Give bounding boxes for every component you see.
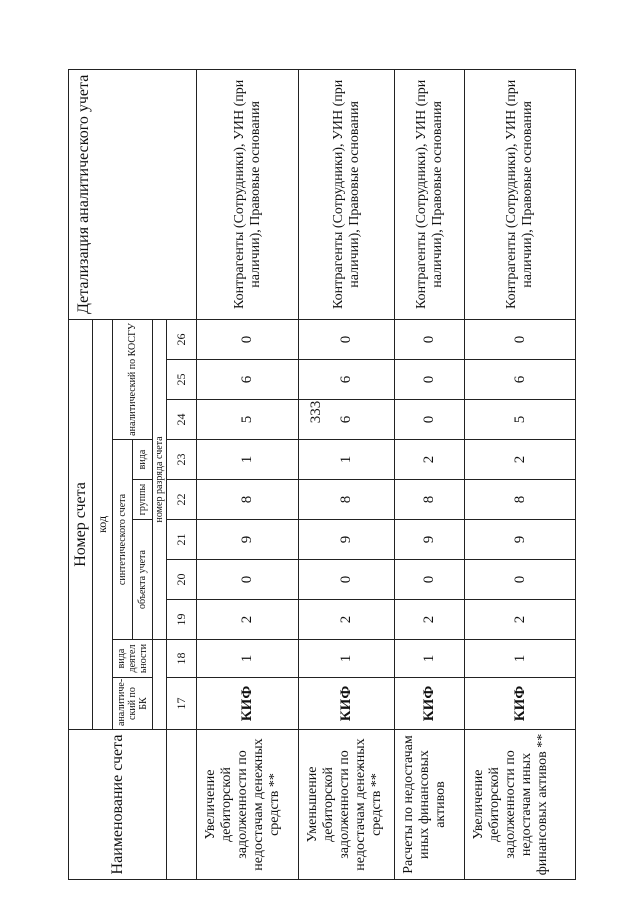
header-kind: вида — [133, 440, 153, 480]
digit-number-cell: 26 — [167, 319, 197, 359]
header-account-object: объекта учета — [133, 520, 153, 640]
row-digit: 2 — [299, 600, 395, 640]
row-digit: 2 — [395, 440, 465, 480]
row-digit: 5 — [197, 400, 299, 440]
row-digit: 2 — [465, 600, 576, 640]
digit-number-cell: 19 — [167, 600, 197, 640]
row-digit: 6 — [299, 360, 395, 400]
table-row — [395, 69, 465, 879]
row-name: Увеличение дебиторской задолженности по недостачам иных финансовых активов ** — [465, 730, 576, 880]
row-code: КИФ — [395, 678, 465, 730]
header-analytical-bk: аналитический по БК — [113, 678, 153, 730]
header-name: Наименование счета — [69, 730, 167, 880]
row-digit: 1 — [299, 440, 395, 480]
table-row — [299, 69, 395, 879]
digit-number-cell: 23 — [167, 440, 197, 480]
row-digit: 1 — [197, 640, 299, 678]
row-digit: 1 — [395, 640, 465, 678]
page-number: 333 — [308, 400, 324, 424]
row-digit: 0 — [465, 319, 576, 359]
row-digit: 8 — [395, 480, 465, 520]
row-digit: 0 — [395, 400, 465, 440]
rotated-table-wrapper — [68, 70, 575, 880]
row-digit: 0 — [465, 560, 576, 600]
row-digit: 0 — [395, 319, 465, 359]
header-code: код — [93, 319, 113, 729]
row-detail: Контрагенты (Сотрудники), УИН (при наличии), Правовые основания — [197, 69, 299, 319]
row-code: КИФ — [197, 678, 299, 730]
row-digit: 8 — [197, 480, 299, 520]
header-detail: Детализация аналитического учета — [69, 69, 197, 319]
table-row — [197, 69, 299, 879]
row-digit: 9 — [299, 520, 395, 560]
digit-number-cell: 20 — [167, 560, 197, 600]
row-digit: 0 — [299, 319, 395, 359]
digit-number-cell: 25 — [167, 360, 197, 400]
row-digit: 5 — [465, 400, 576, 440]
row-digit: 6 — [299, 400, 395, 440]
digit-number-cell: 21 — [167, 520, 197, 560]
header-synthetic-account: синтетического счета — [113, 440, 133, 640]
row-name: Расчеты по недостачам иных финансовых активов — [395, 730, 465, 880]
row-digit: 2 — [197, 600, 299, 640]
row-digit: 9 — [197, 520, 299, 560]
digit-number-cell: 22 — [167, 480, 197, 520]
row-digit: 1 — [197, 440, 299, 480]
header-blank — [153, 640, 167, 730]
account-table — [68, 69, 576, 880]
digit-number-cell: 18 — [167, 640, 197, 678]
header-kosgu: аналитический по КОСГУ — [113, 319, 153, 439]
row-code: КИФ — [465, 678, 576, 730]
header-group: группы — [133, 480, 153, 520]
row-detail: Контрагенты (Сотрудники), УИН (при наличии), Правовые основания — [299, 69, 395, 319]
row-name: Уменьшение дебиторской задолженности по недостачам денежных средств ** — [299, 730, 395, 880]
row-digit: 1 — [299, 640, 395, 678]
row-digit: 8 — [465, 480, 576, 520]
row-code: КИФ — [299, 678, 395, 730]
row-detail: Контрагенты (Сотрудники), УИН (при наличии), Правовые основания — [465, 69, 576, 319]
row-digit: 1 — [465, 640, 576, 678]
row-digit: 0 — [299, 560, 395, 600]
digit-number-cell: 24 — [167, 400, 197, 440]
row-digit: 6 — [197, 360, 299, 400]
table-row — [465, 69, 576, 879]
row-digit: 0 — [197, 319, 299, 359]
row-digit: 9 — [395, 520, 465, 560]
row-digit: 9 — [465, 520, 576, 560]
header-name-blank — [167, 730, 197, 880]
row-name: Увеличение дебиторской задолженности по недостачам денежных средств ** — [197, 730, 299, 880]
row-digit: 0 — [197, 560, 299, 600]
row-digit: 6 — [465, 360, 576, 400]
header-activity-type: вида деятел ьности — [113, 640, 153, 678]
row-digit: 0 — [395, 360, 465, 400]
row-digit: 2 — [395, 600, 465, 640]
header-account-number: Номер счета — [69, 319, 93, 729]
row-digit: 0 — [395, 560, 465, 600]
row-digit: 2 — [465, 440, 576, 480]
row-detail: Контрагенты (Сотрудники), УИН (при наличии), Правовые основания — [395, 69, 465, 319]
row-digit: 8 — [299, 480, 395, 520]
header-digit-number: номер разряда счета — [153, 319, 167, 639]
digit-number-cell: 17 — [167, 678, 197, 730]
